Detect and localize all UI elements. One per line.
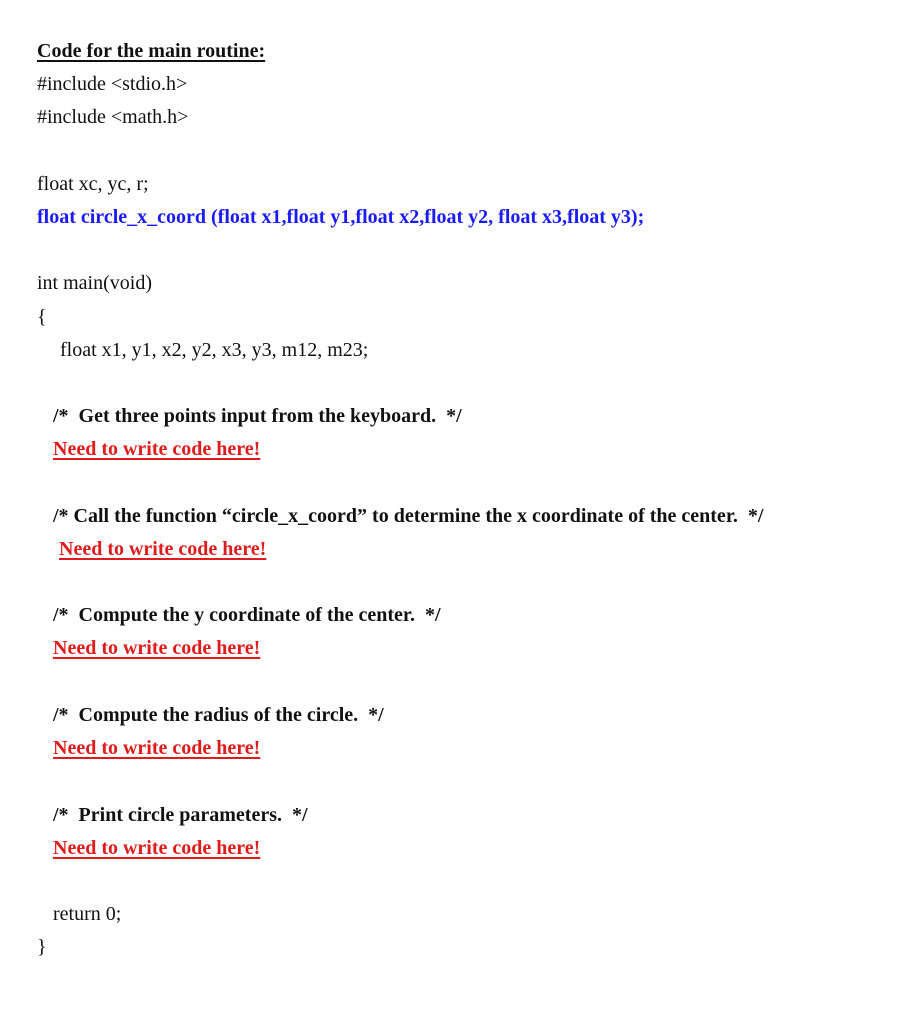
- comment-print-params: /* Print circle parameters. */: [53, 804, 308, 826]
- function-prototype-line: float circle_x_coord (float x1,float y1,float x2,float y2, float x3,float y3);: [37, 206, 645, 228]
- comment-call-function: /* Call the function “circle_x_coord” to determine the x coordinate of the center. */: [53, 505, 764, 527]
- close-brace: }: [37, 936, 47, 958]
- comment-compute-y: /* Compute the y coordinate of the center. */: [53, 604, 441, 626]
- page-title: Code for the main routine:: [37, 40, 266, 62]
- return-statement: return 0;: [53, 903, 122, 925]
- local-variables-line: float x1, y1, x2, y2, x3, y3, m12, m23;: [60, 339, 369, 361]
- global-variables-line: float xc, yc, r;: [37, 173, 149, 195]
- include-math-line: #include <math.h>: [37, 106, 189, 128]
- main-signature-line: int main(void): [37, 272, 152, 294]
- todo-get-points: Need to write code here!: [53, 438, 261, 460]
- include-stdio-line: #include <stdio.h>: [37, 73, 188, 95]
- todo-print-params: Need to write code here!: [53, 837, 261, 859]
- comment-get-points: /* Get three points input from the keyboard. */: [53, 405, 462, 427]
- todo-compute-radius: Need to write code here!: [53, 737, 261, 759]
- todo-compute-y: Need to write code here!: [53, 637, 261, 659]
- comment-compute-radius: /* Compute the radius of the circle. */: [53, 704, 384, 726]
- open-brace: {: [37, 306, 47, 328]
- todo-call-function: Need to write code here!: [59, 538, 267, 560]
